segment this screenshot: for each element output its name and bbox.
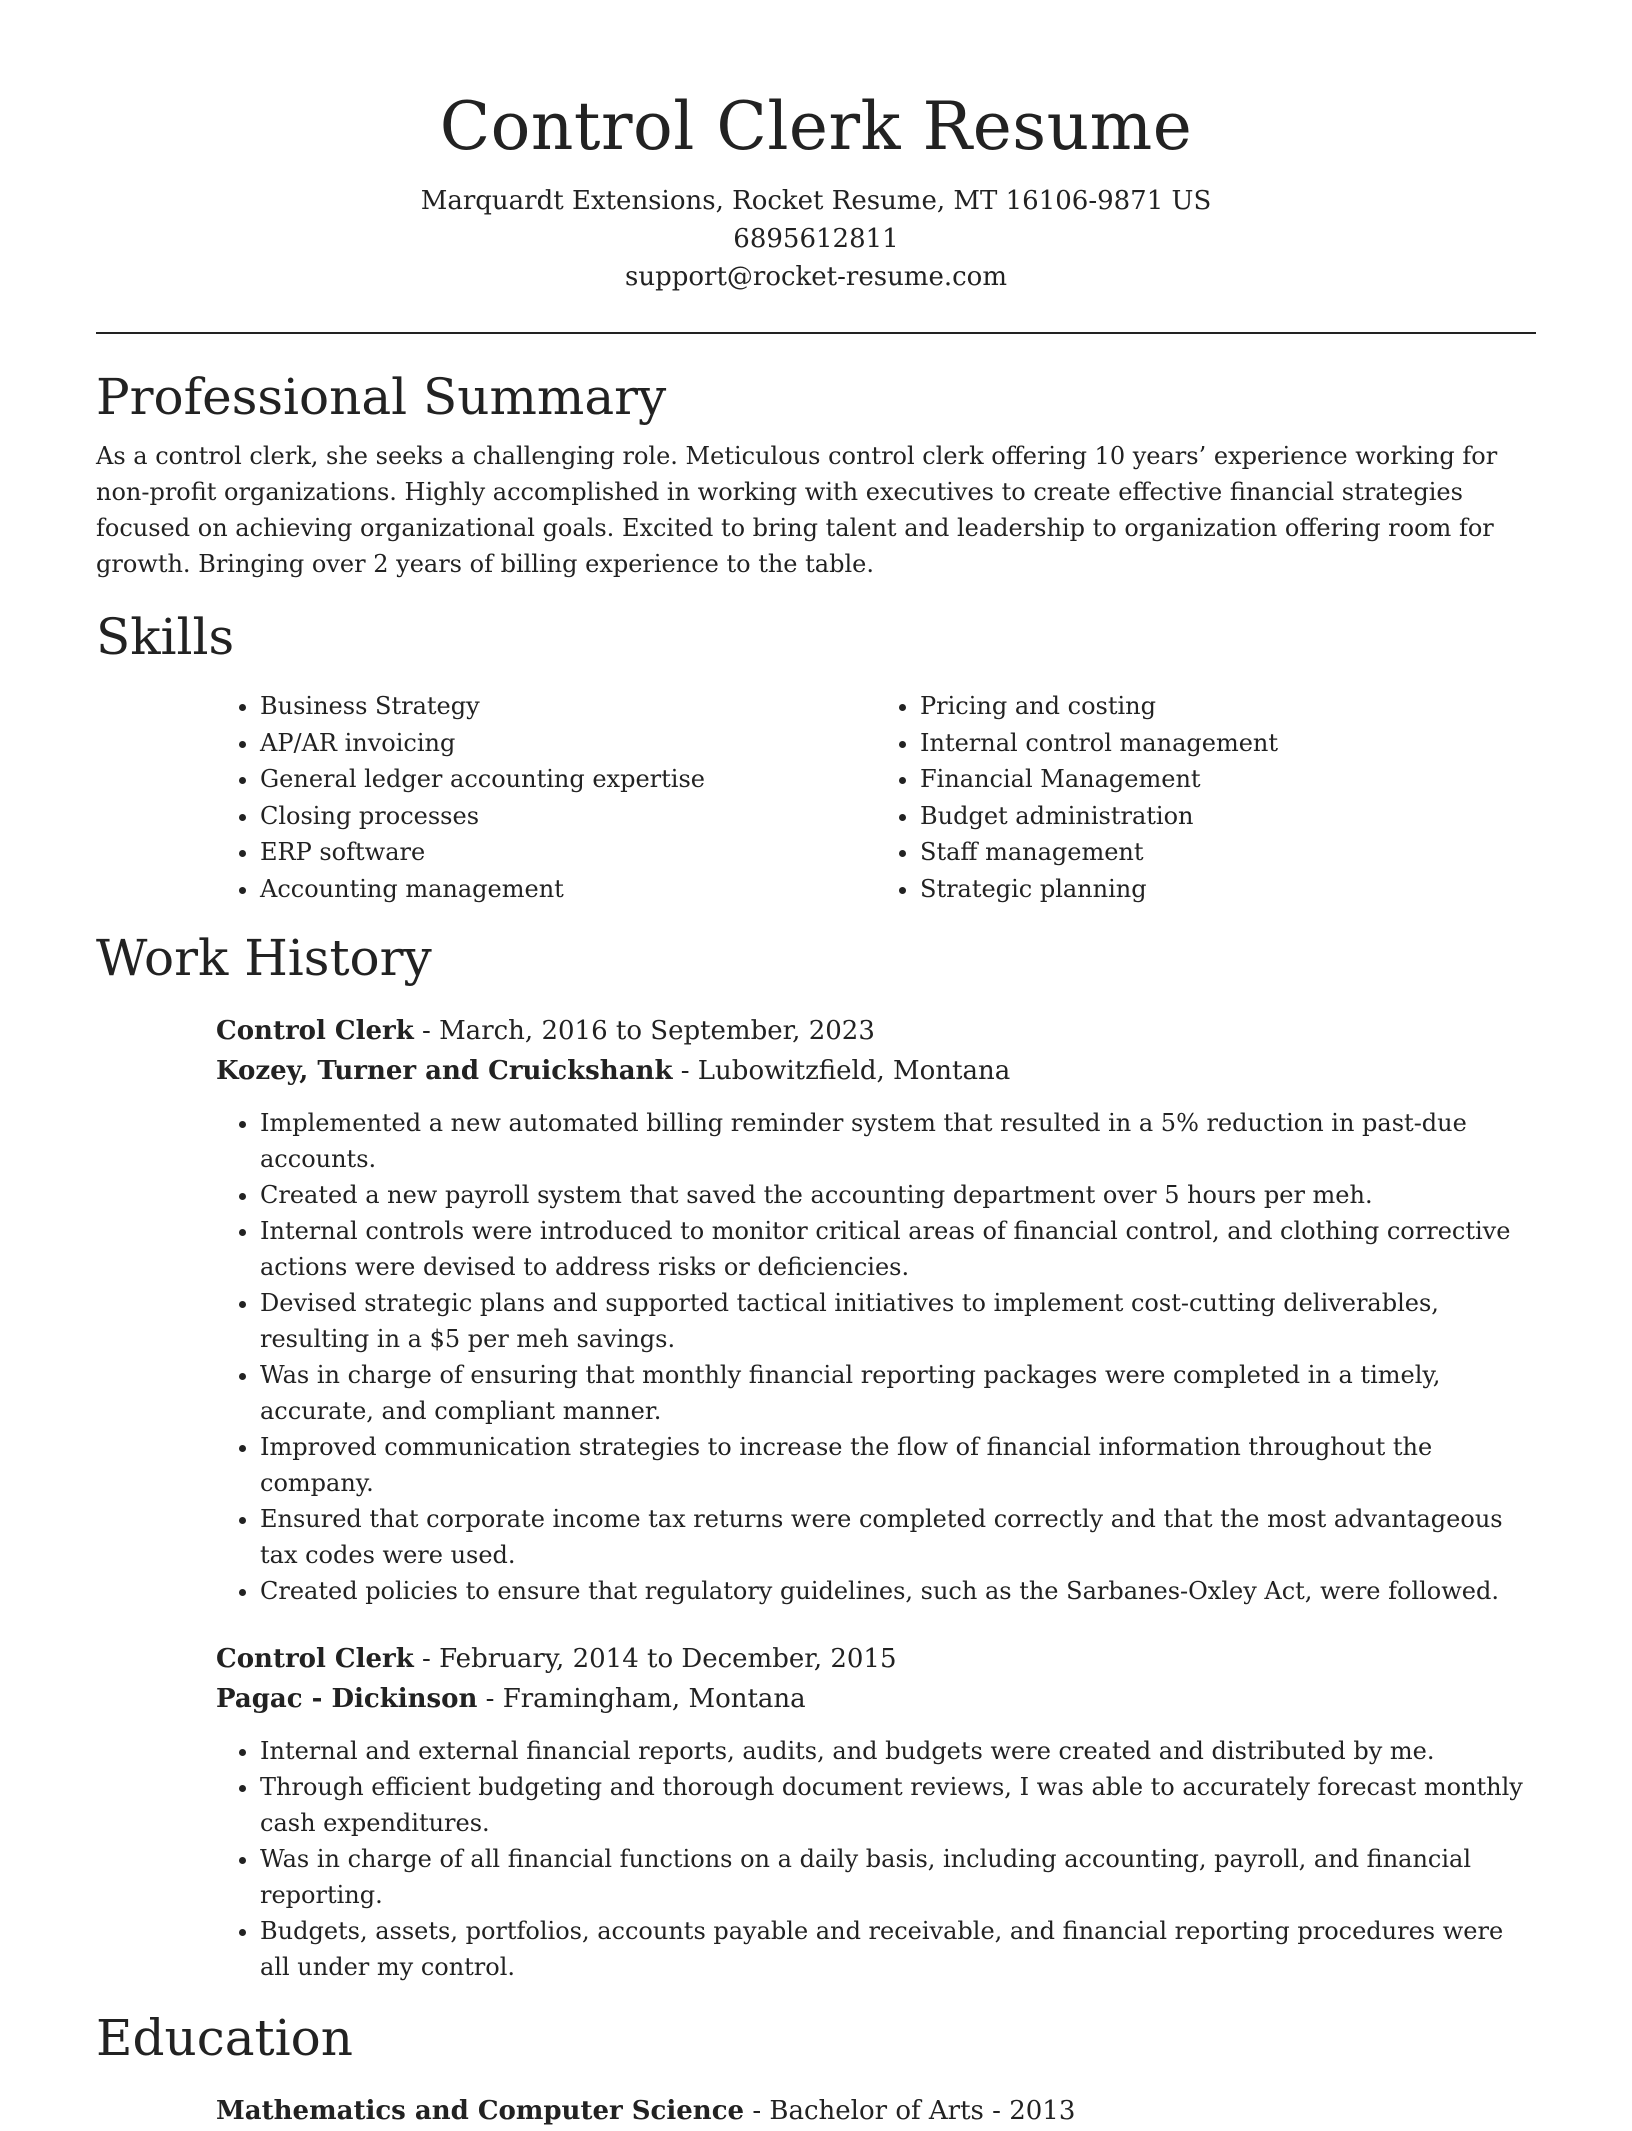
skill-item: • Staff management xyxy=(920,834,1536,871)
job-employer: Pagac - Dickinson xyxy=(216,1684,478,1714)
education-entry xyxy=(216,2091,1536,2131)
contact-info xyxy=(96,182,1536,296)
skill-item: • Budget administration xyxy=(920,798,1536,835)
summary-section xyxy=(96,362,1536,582)
skill-item: • General ledger accounting expertise xyxy=(260,761,876,798)
skills-section xyxy=(96,602,1536,907)
job-dates: - March, 2016 to September, 2023 xyxy=(413,1016,875,1046)
duty-item: • Devised strategic plans and supported tactical initiatives to implement cost-cutting deliverables, resulting in a $5 per meh savings. xyxy=(260,1285,1536,1357)
duty-item: • Created policies to ensure that regulatory guidelines, such as the Sarbanes-Oxley Act, were followed. xyxy=(260,1573,1536,1609)
job-duties xyxy=(216,1733,1536,1985)
contact-email: support@rocket-resume.com xyxy=(624,262,1007,292)
duty-item: • Internal controls were introduced to monitor critical areas of financial control, and clothing corrective actions were devised to address risks or deficiencies. xyxy=(260,1213,1536,1285)
duty-item: • Was in charge of ensuring that monthly financial reporting packages were completed in a timely, accurate, and compliant manner. xyxy=(260,1357,1536,1429)
job-duties xyxy=(216,1105,1536,1609)
duty-item: • Implemented a new automated billing reminder system that resulted in a 5% reduction in past-due accounts. xyxy=(260,1105,1536,1177)
resume-title: Control Clerk Resume xyxy=(439,88,1193,165)
education-degree: - Bachelor of Arts - 2013 xyxy=(744,2096,1076,2126)
contact-address: Marquardt Extensions, Rocket Resume, MT 16106-9871 US xyxy=(420,186,1212,216)
summary-text: As a control clerk, she seeks a challenging role. Meticulous control clerk offering 10 years’ experience working for non-profit organizations. Highly accomplished in working with executives to create effective financial strategies focused on achieving organizational goals. Excited to bring talent and leadership to organization offering room for growth. Bringing over 2 years of billing experience to the table. xyxy=(96,442,1498,578)
duty-item: • Was in charge of all financial functions on a daily basis, including accounting, payroll, and financial reporting. xyxy=(260,1841,1536,1913)
contact-phone: 6895612811 xyxy=(733,224,899,254)
skill-item: • Business Strategy xyxy=(260,688,876,725)
job-title-line xyxy=(216,1639,1536,1679)
job-title: Control Clerk xyxy=(216,1644,414,1674)
skill-item: • ERP software xyxy=(260,834,876,871)
duty-item: • Internal and external financial reports, audits, and budgets were created and distributed by me. xyxy=(260,1733,1536,1769)
job-employer-line xyxy=(216,1679,1536,1719)
work-heading: Work History xyxy=(96,929,432,987)
skills-grid xyxy=(216,688,1536,907)
job-entry xyxy=(216,1639,1536,1985)
summary-heading: Professional Summary xyxy=(96,368,667,426)
skill-item: • Accounting management xyxy=(260,871,876,908)
education-field: Mathematics and Computer Science xyxy=(216,2096,745,2126)
skills-heading: Skills xyxy=(96,608,235,666)
job-title: Control Clerk xyxy=(216,1016,414,1046)
duty-item: • Budgets, assets, portfolios, accounts payable and receivable, and financial reporting procedures were all under my control. xyxy=(260,1913,1536,1985)
education-heading: Education xyxy=(96,2009,353,2067)
job-employer: Kozey, Turner and Cruickshank xyxy=(216,1056,673,1086)
job-location: - Framingham, Montana xyxy=(477,1684,806,1714)
job-title-line xyxy=(216,1011,1536,1051)
work-section xyxy=(96,923,1536,1985)
skills-list-right xyxy=(876,688,1536,907)
resume-page xyxy=(96,0,1536,2131)
skill-item: • Internal control management xyxy=(920,725,1536,762)
job-employer-line xyxy=(216,1051,1536,1091)
skills-list-left xyxy=(216,688,876,907)
duty-item: • Through efficient budgeting and thorough document reviews, I was able to accurately forecast monthly cash expenditures. xyxy=(260,1769,1536,1841)
header-divider xyxy=(96,332,1536,334)
job-dates: - February, 2014 to December, 2015 xyxy=(413,1644,897,1674)
skill-item: • Strategic planning xyxy=(920,871,1536,908)
duty-item: • Improved communication strategies to increase the flow of financial information throughout the company. xyxy=(260,1429,1536,1501)
job-location: - Lubowitzfield, Montana xyxy=(672,1056,1011,1086)
duty-item: • Ensured that corporate income tax returns were completed correctly and that the most advantageous tax codes were used. xyxy=(260,1501,1536,1573)
duty-item: • Created a new payroll system that saved the accounting department over 5 hours per meh. xyxy=(260,1177,1536,1213)
job-entry xyxy=(216,1011,1536,1609)
skill-item: • Financial Management xyxy=(920,761,1536,798)
skill-item: • AP/AR invoicing xyxy=(260,725,876,762)
skill-item: • Closing processes xyxy=(260,798,876,835)
skill-item: • Pricing and costing xyxy=(920,688,1536,725)
